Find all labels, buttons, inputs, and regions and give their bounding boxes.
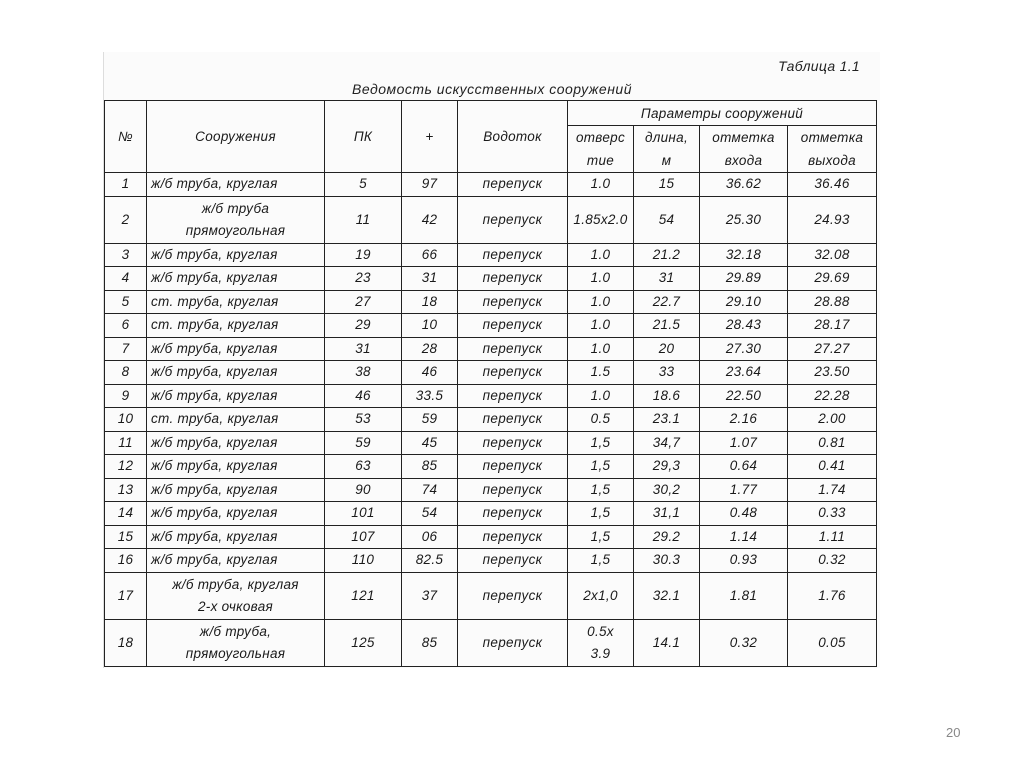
cell-length: 32.1 <box>634 572 700 619</box>
cell-length: 31 <box>634 267 700 291</box>
cell-watercourse: перепуск <box>458 173 568 197</box>
cell-mark-out: 1.74 <box>788 478 877 502</box>
cell-plus: 85 <box>402 455 458 479</box>
cell-pk: 46 <box>325 384 402 408</box>
cell-opening: 1.0 <box>568 314 634 338</box>
cell-watercourse: перепуск <box>458 337 568 361</box>
cell-mark-out: 24.93 <box>788 196 877 243</box>
header-watercourse: Водоток <box>458 101 568 173</box>
cell-mark-out: 0.81 <box>788 431 877 455</box>
cell-pk: 31 <box>325 337 402 361</box>
cell-watercourse: перепуск <box>458 290 568 314</box>
cell-watercourse: перепуск <box>458 361 568 385</box>
cell-mark-in: 29.10 <box>700 290 788 314</box>
cell-plus: 45 <box>402 431 458 455</box>
cell-opening: 1,5 <box>568 549 634 573</box>
cell-length: 54 <box>634 196 700 243</box>
cell-mark-in: 29.89 <box>700 267 788 291</box>
cell-pk: 121 <box>325 572 402 619</box>
cell-mark-out: 28.17 <box>788 314 877 338</box>
cell-pk: 125 <box>325 619 402 666</box>
cell-structure: ж/б труба, круглая <box>147 549 325 573</box>
table-row <box>105 173 877 197</box>
table-row <box>105 502 877 526</box>
table-row <box>105 196 877 243</box>
table-sheet <box>103 52 880 668</box>
cell-mark-out: 23.50 <box>788 361 877 385</box>
cell-mark-in: 0.93 <box>700 549 788 573</box>
header-num: № <box>105 101 147 173</box>
cell-watercourse: перепуск <box>458 478 568 502</box>
cell-length: 30,2 <box>634 478 700 502</box>
table-row <box>105 267 877 291</box>
cell-watercourse: перепуск <box>458 314 568 338</box>
cell-plus: 28 <box>402 337 458 361</box>
table-row <box>105 455 877 479</box>
cell-num: 3 <box>105 243 147 267</box>
table-row <box>105 525 877 549</box>
cell-plus: 82.5 <box>402 549 458 573</box>
cell-mark-out: 36.46 <box>788 173 877 197</box>
cell-mark-in: 0.48 <box>700 502 788 526</box>
cell-num: 14 <box>105 502 147 526</box>
header-structure: Сооружения <box>147 101 325 173</box>
cell-structure: ж/б труба, круглая <box>147 337 325 361</box>
cell-structure: ст. труба, круглая <box>147 314 325 338</box>
cell-plus: 42 <box>402 196 458 243</box>
cell-plus: 59 <box>402 408 458 432</box>
cell-mark-in: 22.50 <box>700 384 788 408</box>
cell-watercourse: перепуск <box>458 502 568 526</box>
cell-watercourse: перепуск <box>458 408 568 432</box>
cell-opening: 1.0 <box>568 384 634 408</box>
cell-opening: 0.5 <box>568 408 634 432</box>
cell-length: 33 <box>634 361 700 385</box>
cell-num: 7 <box>105 337 147 361</box>
table-row <box>105 572 877 619</box>
cell-num: 10 <box>105 408 147 432</box>
cell-length: 22.7 <box>634 290 700 314</box>
cell-plus: 85 <box>402 619 458 666</box>
cell-pk: 101 <box>325 502 402 526</box>
cell-mark-in: 36.62 <box>700 173 788 197</box>
cell-opening: 1.0 <box>568 290 634 314</box>
cell-structure: ж/б труба, круглая <box>147 431 325 455</box>
cell-mark-out: 27.27 <box>788 337 877 361</box>
cell-opening: 1,5 <box>568 431 634 455</box>
cell-plus: 97 <box>402 173 458 197</box>
cell-opening: 1.5 <box>568 361 634 385</box>
cell-structure: ж/б труба, круглая <box>147 384 325 408</box>
cell-pk: 53 <box>325 408 402 432</box>
cell-plus: 66 <box>402 243 458 267</box>
cell-mark-in: 0.32 <box>700 619 788 666</box>
cell-length: 34,7 <box>634 431 700 455</box>
cell-length: 21.2 <box>634 243 700 267</box>
table-row <box>105 478 877 502</box>
cell-mark-in: 28.43 <box>700 314 788 338</box>
cell-opening: 1,5 <box>568 502 634 526</box>
cell-length: 18.6 <box>634 384 700 408</box>
table-row <box>105 290 877 314</box>
cell-pk: 38 <box>325 361 402 385</box>
cell-opening: 1.0 <box>568 267 634 291</box>
structures-table <box>104 100 877 667</box>
cell-length: 23.1 <box>634 408 700 432</box>
cell-watercourse: перепуск <box>458 267 568 291</box>
cell-structure: ж/б труба, круглая <box>147 455 325 479</box>
cell-plus: 46 <box>402 361 458 385</box>
cell-num: 8 <box>105 361 147 385</box>
table-row <box>105 619 877 666</box>
header-pk: ПК <box>325 101 402 173</box>
cell-structure: ж/б труба прямоугольная <box>147 196 325 243</box>
cell-mark-out: 0.05 <box>788 619 877 666</box>
cell-structure: ж/б труба, круглая <box>147 361 325 385</box>
cell-mark-in: 32.18 <box>700 243 788 267</box>
cell-num: 11 <box>105 431 147 455</box>
cell-length: 29,3 <box>634 455 700 479</box>
table-row <box>105 549 877 573</box>
header-params: Параметры сооружений <box>568 101 877 126</box>
cell-watercourse: перепуск <box>458 431 568 455</box>
cell-mark-out: 2.00 <box>788 408 877 432</box>
cell-structure: ж/б труба, круглая <box>147 478 325 502</box>
cell-structure: ж/б труба, круглая <box>147 243 325 267</box>
header-plus: + <box>402 101 458 173</box>
cell-pk: 23 <box>325 267 402 291</box>
cell-num: 17 <box>105 572 147 619</box>
cell-mark-out: 29.69 <box>788 267 877 291</box>
cell-plus: 31 <box>402 267 458 291</box>
cell-watercourse: перепуск <box>458 619 568 666</box>
cell-mark-out: 0.41 <box>788 455 877 479</box>
table-row <box>105 384 877 408</box>
table-body <box>105 173 877 667</box>
cell-structure: ж/б труба, круглая 2-х очковая <box>147 572 325 619</box>
cell-mark-out: 0.33 <box>788 502 877 526</box>
cell-opening: 0.5x 3.9 <box>568 619 634 666</box>
cell-mark-in: 1.81 <box>700 572 788 619</box>
cell-pk: 110 <box>325 549 402 573</box>
cell-pk: 11 <box>325 196 402 243</box>
cell-mark-out: 28.88 <box>788 290 877 314</box>
cell-structure: ст. труба, круглая <box>147 290 325 314</box>
cell-length: 15 <box>634 173 700 197</box>
cell-pk: 90 <box>325 478 402 502</box>
cell-mark-in: 1.77 <box>700 478 788 502</box>
cell-num: 9 <box>105 384 147 408</box>
cell-mark-in: 27.30 <box>700 337 788 361</box>
cell-plus: 18 <box>402 290 458 314</box>
cell-length: 21.5 <box>634 314 700 338</box>
cell-opening: 1,5 <box>568 455 634 479</box>
cell-mark-in: 2.16 <box>700 408 788 432</box>
cell-plus: 37 <box>402 572 458 619</box>
table-caption: Таблица 1.1 <box>778 58 860 74</box>
cell-num: 4 <box>105 267 147 291</box>
cell-pk: 5 <box>325 173 402 197</box>
cell-structure: ж/б труба, круглая <box>147 502 325 526</box>
cell-length: 14.1 <box>634 619 700 666</box>
cell-mark-in: 1.14 <box>700 525 788 549</box>
cell-pk: 107 <box>325 525 402 549</box>
cell-mark-out: 0.32 <box>788 549 877 573</box>
cell-pk: 19 <box>325 243 402 267</box>
table-row <box>105 243 877 267</box>
header-mark-out: отметка выхода <box>788 126 877 173</box>
cell-length: 31,1 <box>634 502 700 526</box>
cell-length: 30.3 <box>634 549 700 573</box>
table-row <box>105 337 877 361</box>
header-opening: отверс тие <box>568 126 634 173</box>
cell-structure: ж/б труба, круглая <box>147 525 325 549</box>
cell-watercourse: перепуск <box>458 243 568 267</box>
cell-opening: 1,5 <box>568 478 634 502</box>
cell-structure: ж/б труба, прямоугольная <box>147 619 325 666</box>
cell-pk: 59 <box>325 431 402 455</box>
cell-num: 1 <box>105 173 147 197</box>
cell-watercourse: перепуск <box>458 549 568 573</box>
table-row <box>105 314 877 338</box>
cell-num: 18 <box>105 619 147 666</box>
cell-opening: 1.0 <box>568 173 634 197</box>
cell-pk: 29 <box>325 314 402 338</box>
cell-num: 6 <box>105 314 147 338</box>
cell-structure: ст. труба, круглая <box>147 408 325 432</box>
cell-plus: 74 <box>402 478 458 502</box>
cell-opening: 1.0 <box>568 243 634 267</box>
cell-num: 12 <box>105 455 147 479</box>
cell-opening: 1,5 <box>568 525 634 549</box>
cell-watercourse: перепуск <box>458 572 568 619</box>
cell-plus: 54 <box>402 502 458 526</box>
header-length: длина, м <box>634 126 700 173</box>
cell-opening: 2x1,0 <box>568 572 634 619</box>
cell-mark-in: 0.64 <box>700 455 788 479</box>
page-number: 20 <box>946 725 961 740</box>
cell-opening: 1.0 <box>568 337 634 361</box>
cell-mark-out: 32.08 <box>788 243 877 267</box>
cell-length: 20 <box>634 337 700 361</box>
cell-mark-in: 25.30 <box>700 196 788 243</box>
cell-mark-in: 1.07 <box>700 431 788 455</box>
cell-pk: 27 <box>325 290 402 314</box>
cell-watercourse: перепуск <box>458 196 568 243</box>
cell-mark-out: 1.76 <box>788 572 877 619</box>
cell-plus: 33.5 <box>402 384 458 408</box>
cell-plus: 10 <box>402 314 458 338</box>
cell-mark-out: 1.11 <box>788 525 877 549</box>
cell-watercourse: перепуск <box>458 384 568 408</box>
table-row <box>105 408 877 432</box>
table-title: Ведомость искусственных сооружений <box>352 81 632 97</box>
cell-structure: ж/б труба, круглая <box>147 173 325 197</box>
header-mark-in: отметка входа <box>700 126 788 173</box>
cell-num: 5 <box>105 290 147 314</box>
cell-watercourse: перепуск <box>458 525 568 549</box>
cell-mark-out: 22.28 <box>788 384 877 408</box>
cell-opening: 1.85x2.0 <box>568 196 634 243</box>
cell-pk: 63 <box>325 455 402 479</box>
table-row <box>105 431 877 455</box>
table-row <box>105 361 877 385</box>
cell-num: 13 <box>105 478 147 502</box>
cell-structure: ж/б труба, круглая <box>147 267 325 291</box>
cell-num: 15 <box>105 525 147 549</box>
cell-length: 29.2 <box>634 525 700 549</box>
cell-mark-in: 23.64 <box>700 361 788 385</box>
cell-num: 16 <box>105 549 147 573</box>
cell-watercourse: перепуск <box>458 455 568 479</box>
cell-plus: 06 <box>402 525 458 549</box>
cell-num: 2 <box>105 196 147 243</box>
